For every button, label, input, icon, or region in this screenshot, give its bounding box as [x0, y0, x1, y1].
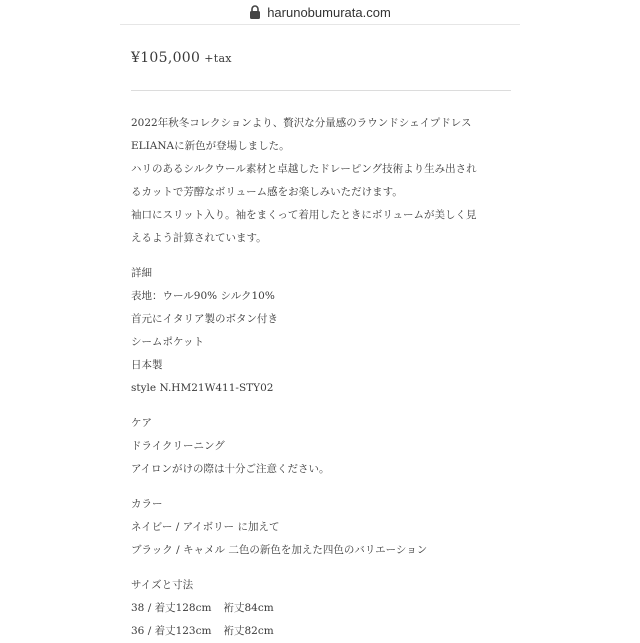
- care-item: ドライクリーニング: [131, 440, 225, 452]
- color-heading: カラー: [131, 498, 163, 510]
- price-value: ¥105,000: [131, 50, 201, 66]
- lock-icon: [249, 5, 261, 19]
- sleeve-measure: 裄丈84cm: [223, 602, 274, 614]
- url-text: harunobumurata.com: [267, 4, 391, 20]
- details-item: style N.HM21W411-STY02: [131, 382, 274, 394]
- description-line: 2022年秋冬コレクションより、贅沢な分量感のラウンドシェイプドレス: [131, 117, 472, 129]
- size-row: [131, 597, 511, 620]
- details-item: シームポケット: [131, 336, 204, 348]
- description-line: るカットで芳醇なボリューム感をお楽しみいただけます。: [131, 186, 403, 198]
- details-item: 表地：ウール90% シルク10%: [131, 290, 275, 302]
- color-item: ブラック / キャメル 二色の新色を加えた四色のバリエーション: [131, 544, 428, 556]
- color-item: ネイビー / アイボリー に加えて: [131, 521, 280, 533]
- sleeve-measure: 裄丈82cm: [223, 625, 274, 637]
- size-heading: サイズと寸法: [131, 579, 194, 591]
- description-line: ハリのあるシルクウール素材と卓越したドレーピング技術より生み出され: [131, 163, 477, 175]
- details-heading: 詳細: [131, 267, 152, 279]
- description-line: えるよう計算されています。: [131, 232, 267, 244]
- size-measure: 38 / 着丈128cm: [131, 602, 212, 614]
- description-line: ELIANAに新色が登場しました。: [131, 140, 290, 152]
- product-description-section: [131, 112, 511, 643]
- price-tax: +tax: [204, 52, 232, 65]
- details-item: 日本製: [131, 359, 163, 371]
- care-item: アイロンがけの際は十分ご注意ください。: [131, 463, 330, 475]
- divider: [131, 90, 511, 91]
- size-measure: 36 / 着丈123cm: [131, 625, 212, 637]
- address-bar[interactable]: [120, 0, 520, 25]
- product-price: [131, 50, 232, 66]
- description-line: 袖口にスリット入り。袖をまくって着用したときにボリュームが美しく見: [131, 209, 477, 221]
- details-item: 首元にイタリア製のボタン付き: [131, 313, 278, 325]
- care-heading: ケア: [131, 417, 152, 429]
